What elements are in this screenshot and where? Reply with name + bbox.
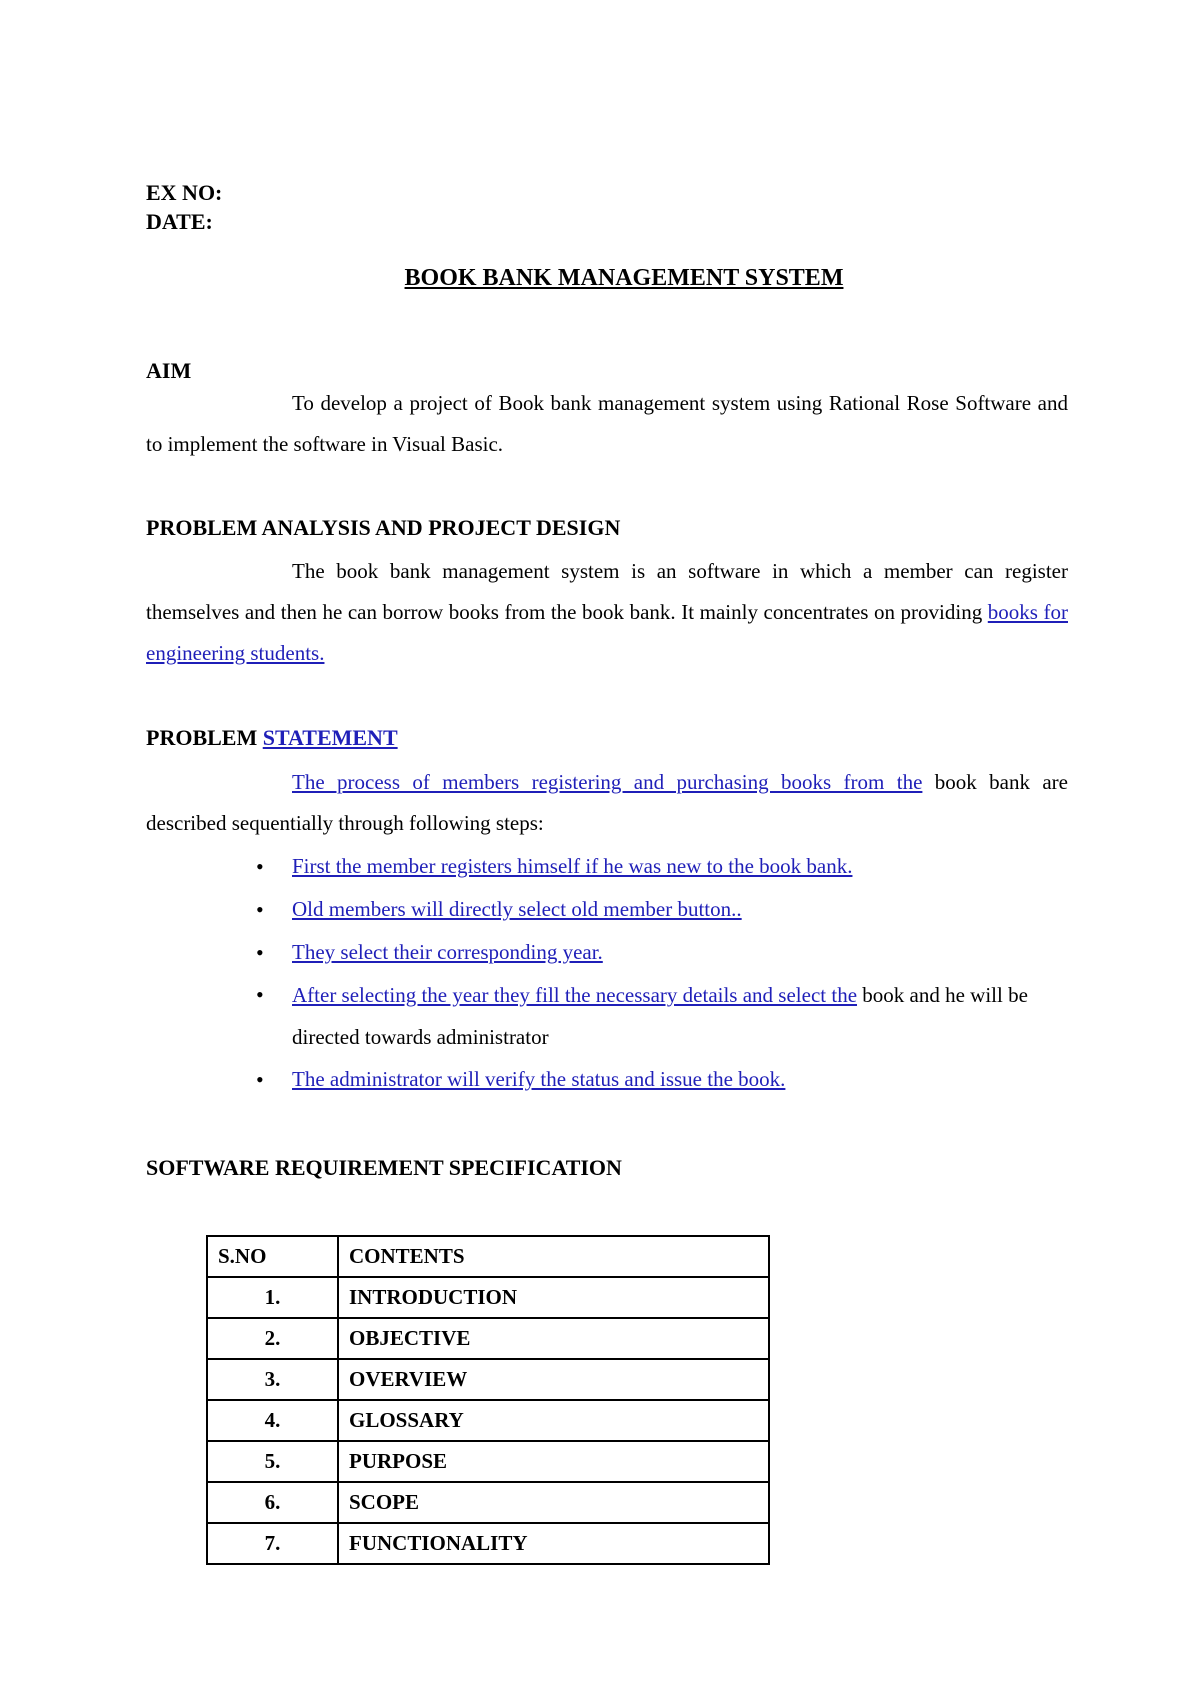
list-item — [146, 1058, 1068, 1101]
table-row — [207, 1441, 769, 1482]
aim-heading: AIM — [146, 358, 192, 383]
list-item — [146, 974, 1068, 1058]
srs-heading: SOFTWARE REQUIREMENT SPECIFICATION — [146, 1155, 622, 1180]
analysis-text: The book bank management system is an software in which a member can register themselves and then he can borrow books from the book bank. It mainly concentrates on providing — [146, 559, 1068, 624]
bullet-icon: • — [256, 1067, 264, 1092]
table-cell-sno: 2. — [207, 1318, 338, 1359]
table-header-row — [207, 1236, 769, 1277]
table-header-sno: S.NO — [207, 1236, 338, 1277]
table-row — [207, 1482, 769, 1523]
table-cell-content: OVERVIEW — [338, 1359, 769, 1400]
step-link[interactable]: They select their corresponding year. — [292, 940, 603, 964]
table-row — [207, 1318, 769, 1359]
table-cell-content: PURPOSE — [338, 1441, 769, 1482]
table-cell-sno: 7. — [207, 1523, 338, 1564]
aim-paragraph: To develop a project of Book bank management system using Rational Rose Software and to implement the software in Visual Basic. — [146, 391, 1068, 456]
step-link[interactable]: Old members will directly select old member button.. — [292, 897, 742, 921]
analysis-paragraph — [146, 551, 1068, 674]
table-cell-sno: 6. — [207, 1482, 338, 1523]
step-link[interactable]: First the member registers himself if he was new to the book bank. — [292, 854, 853, 878]
table-row — [207, 1359, 769, 1400]
list-item — [146, 888, 1068, 931]
table-cell-sno: 4. — [207, 1400, 338, 1441]
step-link[interactable]: After selecting the year they fill the necessary details and select the — [292, 983, 858, 1007]
ex-no-label: EX NO: — [146, 180, 223, 205]
list-item — [146, 845, 1068, 888]
table-row — [207, 1400, 769, 1441]
table-cell-content: GLOSSARY — [338, 1400, 769, 1441]
statement-heading-text: PROBLEM — [146, 725, 263, 750]
analysis-heading: PROBLEM ANALYSIS AND PROJECT DESIGN — [146, 515, 621, 540]
table-cell-content: OBJECTIVE — [338, 1318, 769, 1359]
bullet-icon: • — [256, 982, 264, 1007]
bullet-icon: • — [256, 897, 264, 922]
statement-heading-link[interactable]: STATEMENT — [262, 725, 398, 750]
page-title: BOOK BANK MANAGEMENT SYSTEM — [404, 265, 844, 291]
bullet-icon: • — [256, 854, 264, 879]
table-cell-sno: 1. — [207, 1277, 338, 1318]
date-label: DATE: — [146, 209, 213, 234]
statement-intro-text: book bank are described sequentially through following steps: — [146, 770, 1068, 835]
steps-list — [146, 845, 1068, 1101]
table-cell-sno: 3. — [207, 1359, 338, 1400]
list-item — [146, 931, 1068, 974]
statement-heading — [146, 725, 398, 751]
statement-intro — [146, 762, 1068, 844]
statement-intro-link[interactable]: The process of members registering and purchasing books from the — [292, 770, 923, 794]
analysis-link[interactable]: books for engineering students. — [146, 600, 1068, 665]
bullet-icon: • — [256, 940, 264, 965]
step-text: book and he will be directed towards administrator — [292, 983, 1028, 1049]
step-link[interactable]: The administrator will verify the status and issue the book. — [292, 1067, 786, 1091]
table-row — [207, 1277, 769, 1318]
table-cell-content: INTRODUCTION — [338, 1277, 769, 1318]
table-header-contents: CONTENTS — [338, 1236, 769, 1277]
table-cell-content: FUNCTIONALITY — [338, 1523, 769, 1564]
table-row — [207, 1523, 769, 1564]
table-cell-sno: 5. — [207, 1441, 338, 1482]
table-cell-content: SCOPE — [338, 1482, 769, 1523]
srs-table — [206, 1235, 770, 1565]
